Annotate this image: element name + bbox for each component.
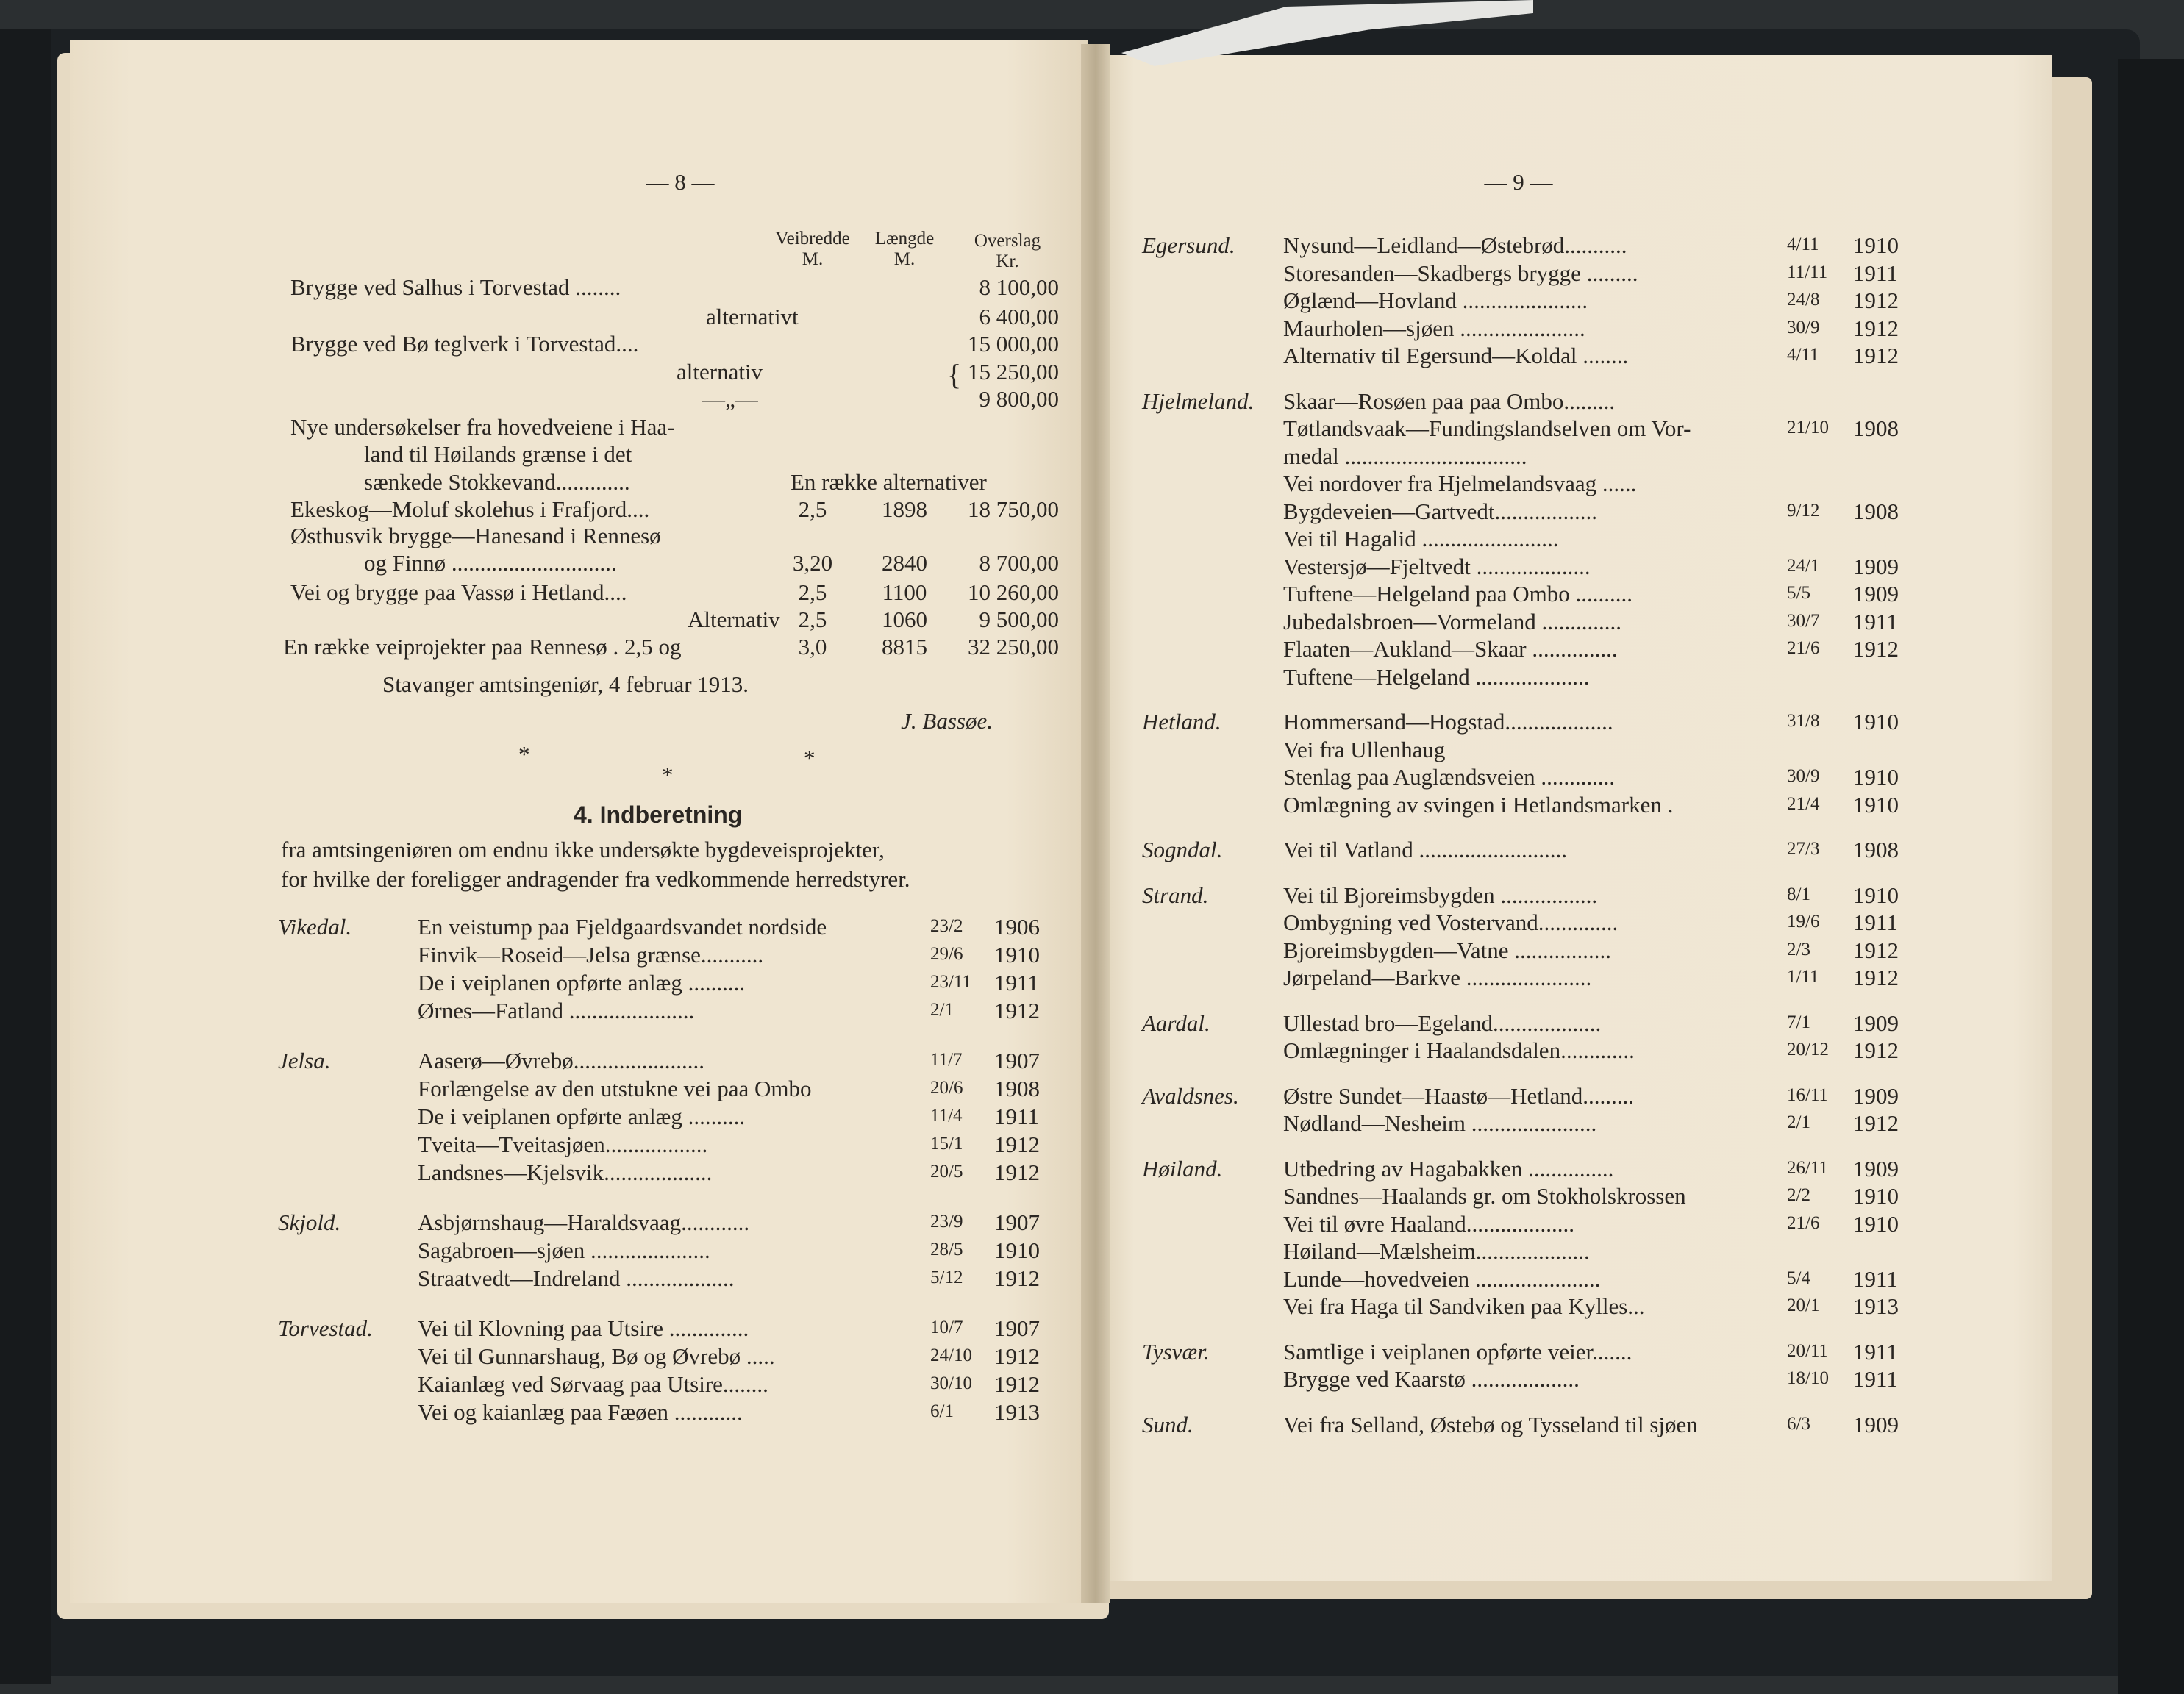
list-item-date: 20/11 [1787,1340,1829,1361]
list-item-year: 1912 [1853,1110,1899,1136]
list-item-date: 26/11 [1787,1157,1829,1178]
list-item: Vei fra Ullenhaug [1283,736,1446,762]
table-cell-value: 15 000,00 [968,331,1059,357]
table-cell-value: 8815 [882,634,927,660]
list-item-year: 1912 [994,1343,1040,1369]
list-item-date: 20/1 [1787,1295,1820,1315]
list-item: Jubedalsbroen—Vormeland .............. [1283,608,1622,635]
list-item-date: 5/12 [930,1268,963,1287]
table-cell-value: 8 700,00 [979,550,1059,576]
list-item: Tveita—Tveitasjøen.................. [418,1132,708,1157]
list-item: Sagabroen—sjøen ..................... [418,1237,710,1263]
list-item-year: 1913 [1853,1293,1899,1319]
list-item-date: 2/3 [1787,939,1810,959]
table-row-label: Nye undersøkelser fra hovedveiene i Haa- [290,414,675,440]
list-item-year: 1907 [994,1048,1040,1073]
list-item: Vei til Gunnarshaug, Bø og Øvrebø ..... [418,1343,775,1369]
list-item: Finvik—Roseid—Jelsa grænse........... [418,942,764,968]
list-item: Ørnes—Fatland ...................... [418,998,695,1023]
list-item: Bjoreimsbygden—Vatne ................. [1283,937,1612,963]
list-item-year: 1912 [994,1265,1040,1291]
list-item: Vei nordover fra Hjelmelandsvaag ...... [1283,471,1637,496]
list-item: Jørpeland—Barkve ...................... [1283,965,1592,990]
signature-name: J. Bassøe. [901,708,993,734]
list-item: En veistump paa Fjeldgaardsvandet nordside [418,914,827,940]
place-name: Strand. [1142,882,1209,908]
table-cell-value: 18 750,00 [968,496,1059,522]
list-item-year: 1911 [1853,1366,1898,1392]
list-item-year: 1912 [1853,1037,1899,1063]
place-name: Jelsa. [278,1048,331,1073]
list-item: De i veiplanen opførte anlæg .......... [418,970,746,996]
list-item: Østre Sundet—Haastø—Hetland......... [1283,1082,1634,1109]
list-item-year: 1912 [994,1132,1040,1157]
list-item: medal ................................ [1283,443,1527,469]
list-item-year: 1912 [1853,636,1899,662]
place-name: Vikedal. [278,914,352,940]
list-item: Vei til Klovning paa Utsire .............. [418,1315,749,1341]
list-item-date: 6/3 [1787,1413,1810,1434]
header-laengde-unit: M. [893,249,916,269]
list-item-date: 28/5 [930,1240,963,1259]
list-item: Tuftene—Helgeland .................... [1283,663,1590,690]
list-item-year: 1909 [1853,1009,1899,1036]
section-intro-line-2: for hvilke der foreligger andragender fra vedkommende herredstyrer. [281,866,910,892]
cover-edge-right [2118,59,2184,1694]
list-item-date: 11/11 [1787,262,1828,282]
table-cell-value: 1898 [882,496,927,522]
list-item: Bygdeveien—Gartvedt.................. [1283,498,1598,524]
book-gutter [1081,44,1110,1603]
list-item: De i veiplanen opførte anlæg .......... [418,1104,746,1129]
list-item-date: 2/1 [1787,1112,1810,1132]
list-item-year: 1908 [1853,498,1899,524]
list-item-year: 1911 [1853,608,1898,635]
list-item-date: 2/1 [930,1000,954,1020]
list-item-date: 4/11 [1787,235,1819,254]
list-item-year: 1912 [1853,965,1899,990]
list-item-year: 1911 [1853,260,1898,286]
list-item-year: 1913 [994,1399,1040,1425]
list-item: Tøtlandsvaak—Fundingslandselven om Vor- [1283,415,1691,441]
list-item-date: 30/9 [1787,766,1820,786]
table-cell-value: 9 500,00 [979,607,1059,632]
list-item-date: 6/1 [930,1401,954,1421]
list-item: Hommersand—Hogstad................... [1283,709,1613,735]
list-item-date: 21/6 [1787,638,1820,658]
list-item-date: 21/4 [1787,793,1820,814]
list-item-year: 1910 [1853,232,1899,258]
list-item: Straatvedt—Indreland ................... [418,1265,735,1291]
table-cell-value: 15 250,00 [968,359,1059,385]
list-item-date: 21/10 [1787,418,1829,437]
table-row-label: land til Høilands grænse i det [364,441,632,467]
table-row-label: Brygge ved Salhus i Torvestad ........ [290,274,621,300]
list-item-year: 1912 [1853,287,1899,313]
brace: { [947,358,962,391]
table-cell-value: 1100 [882,579,927,605]
list-item-date: 5/5 [1787,583,1810,603]
list-item-date: 23/11 [930,972,972,992]
list-item: Brygge ved Kaarstø ................... [1283,1366,1580,1392]
list-item: Tuftene—Helgeland paa Ombo .......... [1283,581,1632,607]
list-item-date: 8/1 [1787,884,1810,904]
table-row-note: En række alternativer [791,469,987,495]
list-item-year: 1909 [1853,1155,1899,1182]
asterism-2: * [662,762,674,787]
list-item: Nødland—Nesheim ...................... [1283,1110,1597,1136]
list-item-year: 1912 [994,1159,1040,1185]
list-item-year: 1912 [1853,937,1899,963]
list-item-date: 30/10 [930,1373,972,1393]
list-item-year: 1912 [1853,343,1899,368]
list-item-date: 9/12 [1787,500,1820,521]
list-item-date: 16/11 [1787,1084,1829,1105]
table-cell-value: 2840 [882,550,927,576]
page-number: — 8 — [646,169,715,195]
list-item-date: 19/6 [1787,912,1820,932]
list-item-date: 24/1 [1787,555,1820,576]
list-item-year: 1910 [1853,709,1899,735]
section-title: 4. Indberetning [574,801,743,828]
list-item-year: 1912 [994,998,1040,1023]
list-item-year: 1910 [1853,1210,1899,1237]
list-item-year: 1909 [1853,553,1899,579]
list-item-year: 1908 [994,1076,1040,1101]
list-item: Samtlige i veiplanen opførte veier....... [1283,1338,1632,1365]
list-item: Utbedring av Hagabakken ............... [1283,1155,1614,1182]
place-name: Hetland. [1142,709,1221,735]
section-intro-line-1: fra amtsingeniøren om endnu ikke undersøkte bygdeveisprojekter, [281,837,885,862]
table-cell-value: 3,0 [798,634,827,660]
list-item-year: 1910 [1853,791,1899,818]
place-name: Sogndal. [1142,837,1223,862]
list-item-date: 24/10 [930,1345,972,1365]
table-row-label: Brygge ved Bø teglverk i Torvestad.... [290,331,639,357]
table-cell-value: 8 100,00 [979,274,1059,300]
list-item-year: 1910 [994,942,1040,968]
list-item: Storesanden—Skadbergs brygge ......... [1283,260,1638,286]
list-item-date: 23/2 [930,916,963,936]
header-overslag: Overslag [974,231,1041,251]
list-item: Omlægning av svingen i Hetlandsmarken . [1283,791,1674,818]
table-row-label: En række veiprojekter paa Rennesø . 2,5 og [283,634,682,660]
place-name: Sund. [1142,1411,1193,1437]
list-item-date: 15/1 [930,1134,963,1154]
list-item-year: 1910 [994,1237,1040,1263]
list-item-date: 11/4 [930,1106,963,1126]
list-item: Skaar—Rosøen paa paa Ombo......... [1283,387,1616,414]
list-item: Vei til øvre Haaland................... [1283,1210,1575,1237]
table-cell-value: 32 250,00 [968,634,1059,660]
list-item: Asbjørnshaug—Haraldsvaag............ [418,1209,750,1235]
list-item-date: 23/9 [930,1212,963,1232]
table-row-label: og Finnø ............................. [364,550,617,576]
table-row-label: Vei og brygge paa Vassø i Hetland.... [290,579,627,605]
list-item: Stenlag paa Auglændsveien ............. [1283,764,1616,790]
header-laengde: Længde [874,229,935,249]
place-name: Aardal. [1142,1009,1210,1036]
place-name: Egersund. [1142,232,1235,258]
list-item-year: 1909 [1853,1411,1899,1437]
list-item: Ullestad bro—Egeland................... [1283,1009,1602,1036]
table-row-label: alternativ [677,359,763,385]
table-cell-value: 6 400,00 [979,304,1059,329]
table-row-label: Alternativ [688,607,780,632]
list-item-year: 1908 [1853,837,1899,862]
table-row-label: sænkede Stokkevand............. [364,469,630,495]
list-item-date: 2/2 [1787,1185,1810,1205]
place-name: Skjold. [278,1209,341,1235]
list-item: Landsnes—Kjelsvik................... [418,1159,713,1185]
list-item-date: 24/8 [1787,290,1820,310]
list-item-date: 11/7 [930,1050,963,1070]
list-item-year: 1910 [1853,764,1899,790]
table-cell-value: 10 260,00 [968,579,1059,605]
list-item-year: 1907 [994,1315,1040,1341]
list-item-year: 1911 [1853,1338,1898,1365]
list-item-year: 1911 [1853,909,1898,935]
list-item-date: 27/3 [1787,839,1820,859]
list-item-date: 20/6 [930,1078,963,1098]
list-item-date: 30/7 [1787,610,1820,631]
table-row-label: —„— [702,386,758,412]
table-row-label: alternativt [706,304,799,329]
list-item-date: 20/12 [1787,1040,1829,1059]
asterism-1: * [518,741,530,767]
list-item: Vei og kaianlæg paa Fæøen ............ [418,1399,743,1425]
table-row-label: Østhusvik brygge—Hanesand i Rennesø [290,523,661,548]
list-item-year: 1910 [1853,1183,1899,1209]
list-item: Omlægninger i Haalandsdalen............. [1283,1037,1635,1063]
list-item-date: 4/11 [1787,345,1819,365]
place-name: Torvestad. [278,1315,373,1341]
list-item: Nysund—Leidland—Østebrød........... [1283,232,1627,258]
list-item-date: 18/10 [1787,1368,1829,1388]
list-item: Aaserø—Øvrebø....................... [418,1048,705,1073]
list-item-date: 10/7 [930,1318,963,1337]
list-item-year: 1909 [1853,581,1899,607]
place-name: Hjelmeland. [1142,387,1255,414]
table-row-label: Ekeskog—Moluf skolehus i Frafjord.... [290,496,650,522]
table-cell-value: 3,20 [792,550,833,576]
list-item: Flaaten—Aukland—Skaar ............... [1283,636,1618,662]
list-item-date: 31/8 [1787,711,1820,731]
header-overslag-unit: Kr. [996,251,1019,271]
header-veibredde-unit: M. [802,249,824,269]
list-item-year: 1912 [1853,315,1899,341]
list-item: Vei til Vatland .......................... [1283,837,1568,862]
place-name: Avaldsnes. [1142,1082,1239,1109]
list-item-year: 1908 [1853,415,1899,441]
list-item: Lunde—hovedveien ...................... [1283,1265,1601,1292]
list-item-year: 1907 [994,1209,1040,1235]
list-item-date: 29/6 [930,944,963,964]
list-item: Kaianlæg ved Sørvaag paa Utsire........ [418,1371,768,1397]
list-item-date: 30/9 [1787,317,1820,337]
list-item: Øglænd—Hovland ...................... [1283,287,1588,313]
list-item: Forlængelse av den utstukne vei paa Ombo [418,1076,812,1101]
list-item-date: 21/6 [1787,1212,1820,1233]
list-item-date: 7/1 [1787,1012,1810,1032]
list-item: Vei til Bjoreimsbygden ................. [1283,882,1598,908]
asterism-3: * [804,745,816,771]
list-item-year: 1912 [994,1371,1040,1397]
table-cell-value: 2,5 [798,496,827,522]
list-item: Vei fra Selland, Østebø og Tysseland til sjøen [1283,1411,1698,1437]
header-veibredde: Veibredde [775,229,850,249]
list-item: Alternativ til Egersund—Koldal ........ [1283,343,1629,368]
table-cell-value: 2,5 [798,607,827,632]
page-number: — 9 — [1484,169,1553,195]
list-item-year: 1911 [994,970,1039,996]
list-item-date: 5/4 [1787,1268,1810,1288]
list-item: Vestersjø—Fjeltvedt .................... [1283,553,1591,579]
list-item: Ombygning ved Vostervand.............. [1283,909,1619,935]
list-item-year: 1906 [994,914,1040,940]
list-item-date: 20/5 [930,1162,963,1182]
list-item: Vei fra Haga til Sandviken paa Kylles... [1283,1293,1645,1319]
table-cell-value: 2,5 [798,579,827,605]
list-item: Maurholen—sjøen ...................... [1283,315,1585,341]
table-cell-value: 9 800,00 [979,386,1059,412]
list-item: Vei til Hagalid ........................ [1283,526,1559,551]
signature-place: Stavanger amtsingeniør, 4 februar 1913. [382,671,749,697]
place-name: Tysvær. [1142,1338,1210,1365]
list-item-year: 1911 [1853,1265,1898,1292]
table-cell-value: 1060 [882,607,927,632]
list-item-date: 1/11 [1787,967,1819,987]
list-item-year: 1910 [1853,882,1899,908]
list-item-year: 1909 [1853,1082,1899,1109]
place-name: Høiland. [1142,1155,1223,1182]
list-item-year: 1911 [994,1104,1039,1129]
list-item: Høiland—Mælsheim.................... [1283,1238,1590,1264]
list-item: Sandnes—Haalands gr. om Stokholskrossen [1283,1183,1686,1209]
cover-edge-left [0,29,51,1684]
